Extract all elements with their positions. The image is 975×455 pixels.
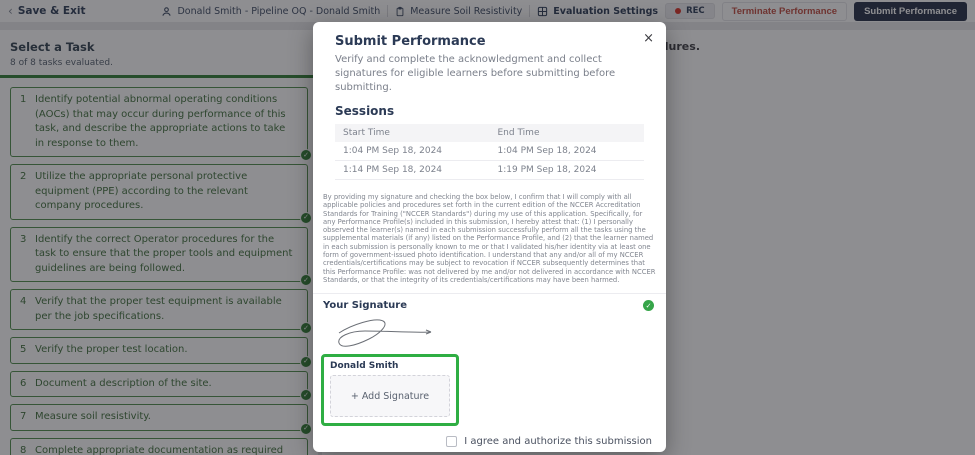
signature-complete-icon: ✓ — [643, 300, 654, 311]
modal-subtitle: Verify and complete the acknowledgment and collect signatures for eligible learners before submitting before submitting. — [335, 54, 616, 93]
add-signature-button[interactable]: + Add Signature — [330, 375, 450, 417]
submit-performance-modal — [313, 22, 666, 452]
close-icon[interactable]: × — [643, 31, 654, 46]
evaluator-signature-image — [313, 311, 666, 351]
agree-label: I agree and authorize this submission — [464, 436, 652, 448]
learner-name: Donald Smith — [330, 361, 399, 372]
session-start-time: 1:14 PM Sep 18, 2024 — [343, 165, 443, 175]
sessions-heading: Sessions — [335, 104, 395, 118]
session-row — [335, 161, 644, 180]
learner-signature-card — [321, 354, 459, 426]
sessions-table-header — [335, 124, 644, 142]
session-row — [335, 142, 644, 161]
column-header-start-time: Start Time — [343, 128, 390, 138]
session-end-time: 1:19 PM Sep 18, 2024 — [497, 165, 597, 175]
session-end-time: 1:04 PM Sep 18, 2024 — [497, 146, 597, 156]
sessions-table — [335, 124, 644, 180]
modal-title: Submit Performance — [335, 34, 486, 49]
your-signature-label: Your Signature — [323, 300, 407, 312]
attestation-legal-text: By providing my signature and checking the box below, I confirm that I will comply with all applicable policies and procedures set forth in the current edition of the NCCER Accreditation Standards for Training ("NCCER Standards") during my use of this application. Specifically, for any Performance Profile(s) included in this submission, I hereby attest that: (1) I personally observed the learner(s) named in each submission successfully perform all the tasks using the supplemental materials (if any) listed on the Performance Profile, and (2) that the learner named in each submission is personally known to me or that I validated his/her identity via at least one form of government-issued photo identification. I understand that any and/or all of my NCCER credentials/certifications may be subject to revocation if NCCER subsequently determines that this Performance Profile: was not delivered by me and/or not delivered in accordance with NCCER Standards, or that the integrity of its credentials/certifications may have been harmed. — [323, 193, 656, 284]
column-header-end-time: End Time — [497, 128, 540, 138]
agree-checkbox[interactable] — [446, 436, 457, 447]
session-start-time: 1:04 PM Sep 18, 2024 — [343, 146, 443, 156]
